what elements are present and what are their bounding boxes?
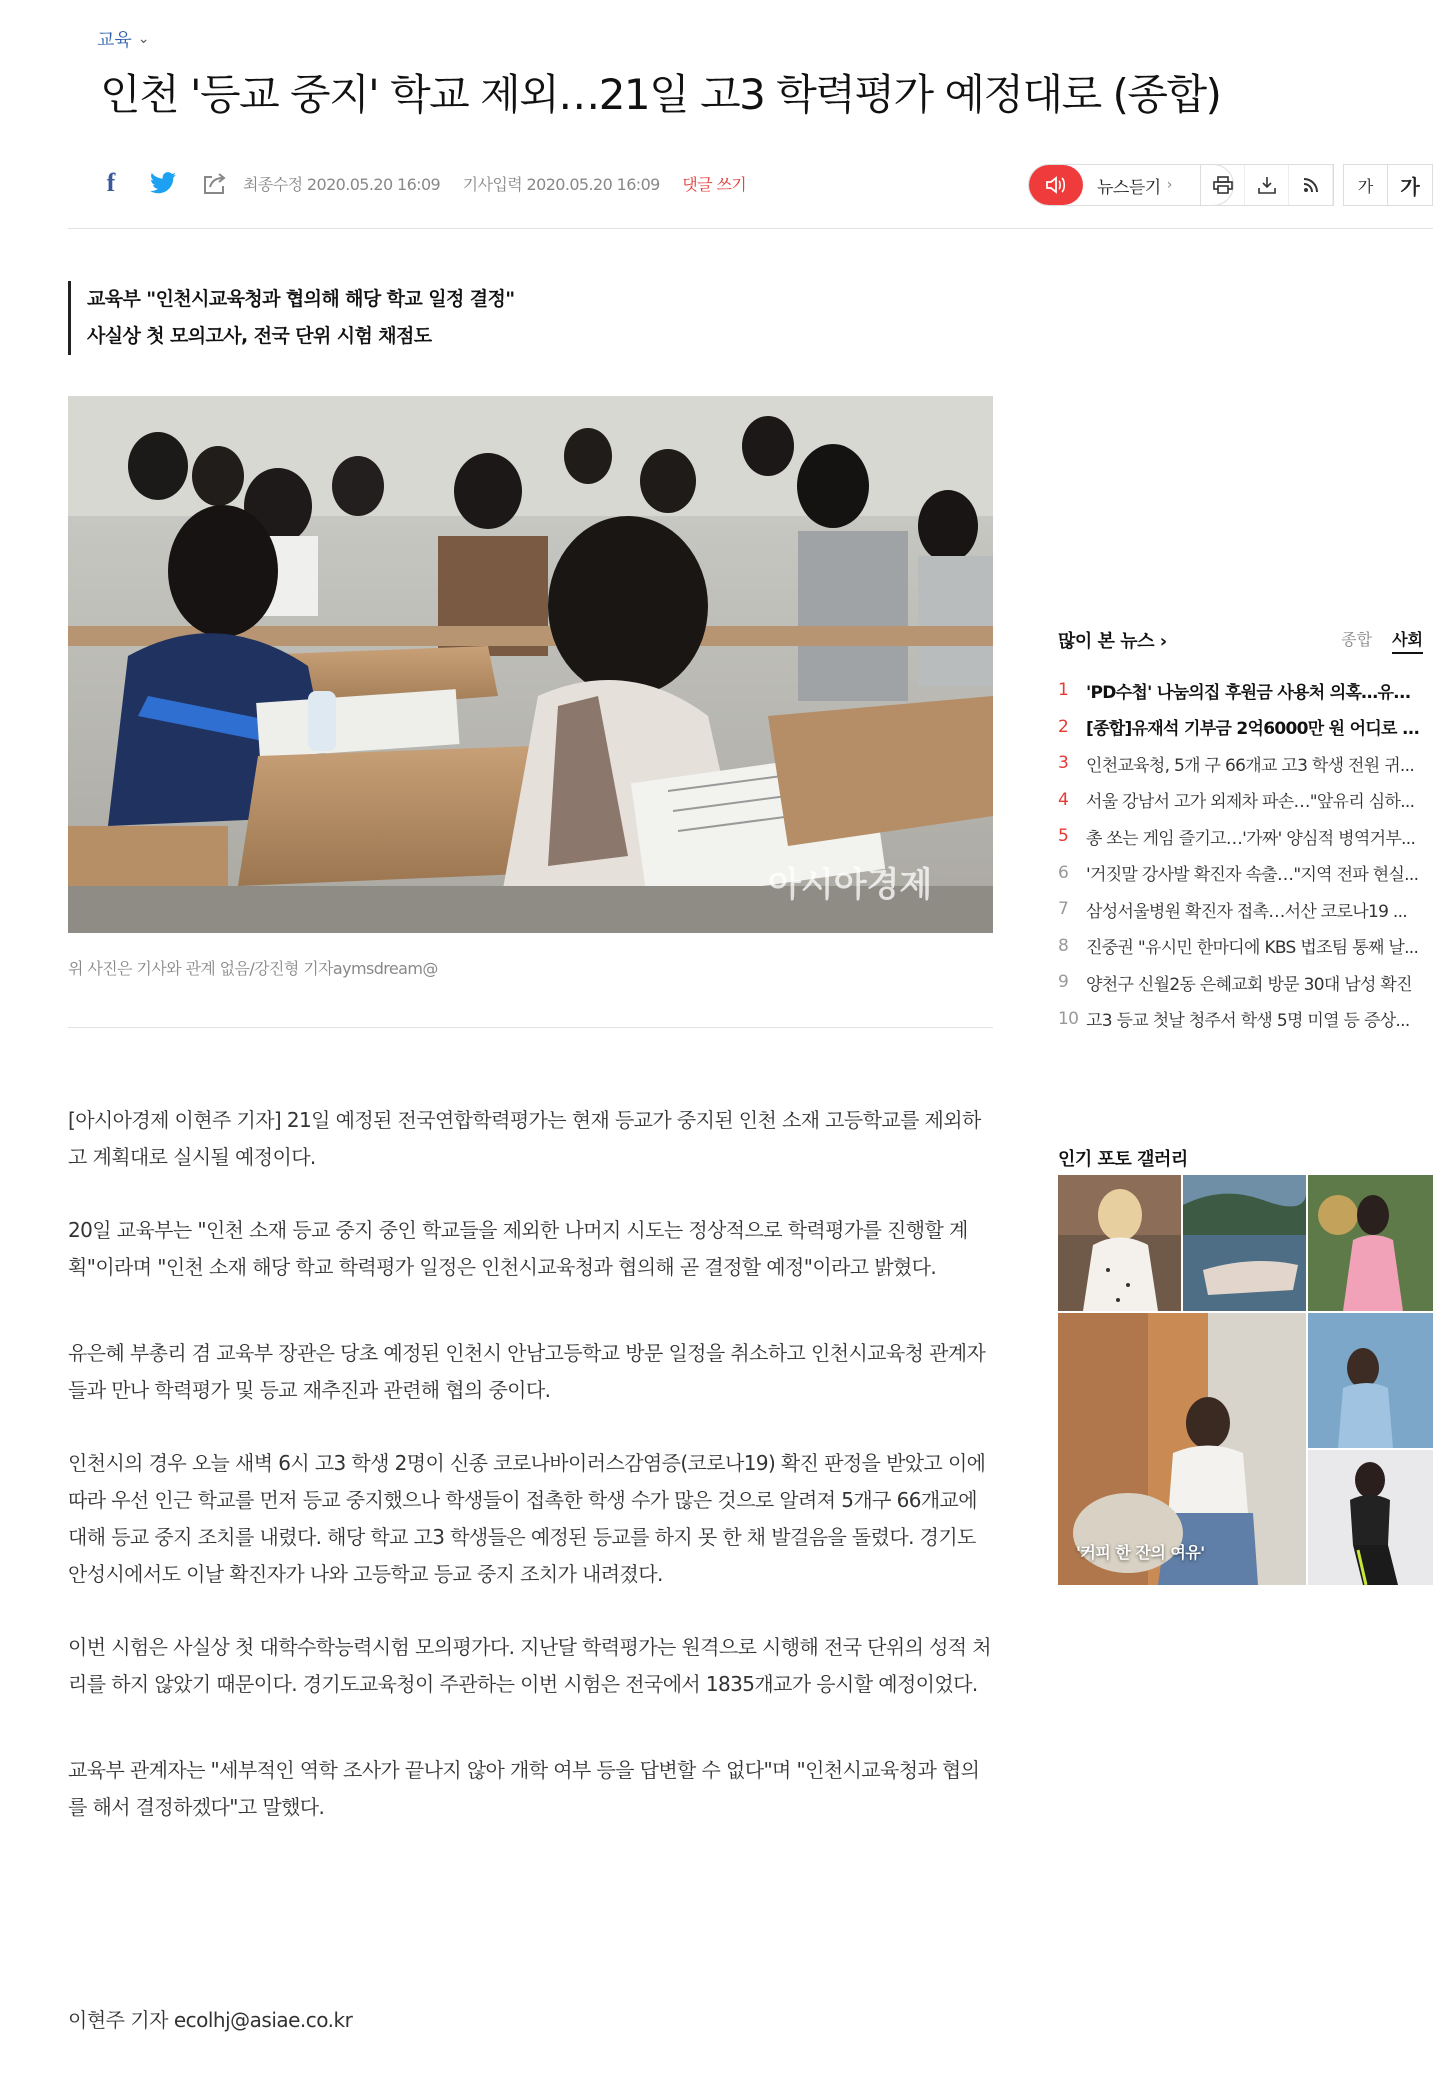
list-item[interactable] [1058, 672, 1433, 709]
article-body [68, 1102, 993, 1826]
article-paragraph: 이번 시험은 사실상 첫 대학수학능력시험 모의평가다. 지난달 학력평가는 원격으로 시행해 전국 단위의 성적 처리를 하지 않았기 때문이다. 경기도교육청이 주관하는 이번 시험은 전국에서 1835개교가 응시할 예정이었다. [68, 1635, 992, 1696]
headline: 인천 '등교 중지' 학교 제외…21일 고3 학력평가 예정대로 (종합) [100, 70, 1221, 119]
gallery-thumb[interactable] [1183, 1175, 1306, 1311]
article-paragraph: 20일 교육부는 "인천 소재 등교 중지 중인 학교들을 제외한 나머지 시도는 정상적으로 학력평가를 진행할 계획"이라며 "인천 소재 해당 학교 학력평가 일정은 인천시교육청과 협의해 곧 결정할 예정"이라고 밝혔다. [68, 1218, 968, 1279]
download-icon[interactable] [1245, 165, 1289, 205]
news-title: '거짓말 강사발 확진자 속출…"지역 전파 현실... [1086, 865, 1419, 886]
news-title: 진중권 "유시민 한마디에 KBS 법조팀 통째 날... [1086, 938, 1419, 959]
tab-general[interactable]: 종합 [1341, 629, 1373, 649]
gallery-thumb[interactable] [1308, 1313, 1433, 1448]
share-icon[interactable] [200, 168, 230, 198]
article-paragraph: 인천시의 경우 오늘 새벽 6시 고3 학생 2명이 신종 코로나바이러스감염증(코로나19) 확진 판정을 받았고 이에 따라 우선 인근 학교를 먼저 등교 중지했으나 학생들이 접촉한 학생 수가 많은 것으로 알려져 5개구 66개교에 대해 등교 중지 조치를 내렸다. 해당 학교 고3 학생들은 예정된 등교를 하지 못 한 채 발걸음을 돌렸다. 경기도 안성시에서도 이날 확진자가 나와 고등학교 등교 중지 조치가 내려졌다. [68, 1451, 986, 1586]
most-viewed-news [1058, 625, 1433, 1037]
most-viewed-tabs [1341, 627, 1433, 654]
article-paragraph: [아시아경제 이현주 기자] 21일 예정된 전국연합학력평가는 현재 등교가 중지된 인천 소재 고등학교를 제외하고 계획대로 실시될 예정이다. [68, 1108, 981, 1169]
article-tools [1200, 164, 1334, 206]
photo-gallery [1058, 1175, 1433, 1585]
subtitle-line: 교육부 "인천시교육청과 협의해 해당 학교 일정 결정" [87, 288, 515, 310]
gallery-thumb-large[interactable] [1058, 1313, 1306, 1585]
tab-society[interactable]: 사회 [1392, 627, 1423, 654]
divider [68, 228, 1433, 229]
most-viewed-title: 많이 본 뉴스 [1058, 631, 1154, 652]
list-item[interactable] [1058, 928, 1433, 965]
facebook-icon[interactable]: f [106, 168, 116, 197]
rank-number: 8 [1058, 935, 1069, 956]
rank-number: 7 [1058, 899, 1069, 920]
subtitle-line: 사실상 첫 모의고사, 전국 단위 시험 채점도 [87, 325, 432, 347]
divider [68, 1027, 993, 1028]
rank-number: 1 [1058, 680, 1069, 701]
rank-number: 5 [1058, 826, 1069, 847]
rank-number: 3 [1058, 753, 1069, 774]
list-item[interactable] [1058, 782, 1433, 819]
byline: 이현주 기자 ecolhj@asiae.co.kr [68, 2008, 353, 2032]
article-photo [68, 396, 993, 933]
gallery-caption: '커피 한 잔의 여유' [1076, 1543, 1205, 1562]
photo-watermark: 아시아경제 [768, 865, 933, 905]
gallery-thumb[interactable] [1058, 1175, 1181, 1311]
news-title: 양천구 신월2동 은혜교회 방문 30대 남성 확진 [1086, 974, 1412, 995]
article-subtitles [68, 281, 515, 355]
list-item[interactable] [1058, 855, 1433, 892]
news-title: 'PD수첩' 나눔의집 후원금 사용처 의혹…유... [1086, 682, 1411, 703]
chevron-right-icon: › [1166, 177, 1173, 193]
news-title: 고3 등교 첫날 청주서 학생 5명 미열 등 증상... [1086, 1011, 1410, 1032]
rank-number: 6 [1058, 862, 1069, 883]
chevron-down-icon: ⌄ [137, 31, 150, 47]
list-item[interactable] [1058, 964, 1433, 1001]
gallery-thumb[interactable] [1308, 1450, 1433, 1585]
rank-number: 10 [1058, 1008, 1079, 1029]
font-size-controls [1343, 164, 1433, 206]
photo-gallery-title: 인기 포토 갤러리 [1058, 1149, 1188, 1170]
article-paragraph: 교육부 관계자는 "세부적인 역학 조사가 끝나지 않아 개학 여부 등을 답변할 수 없다"며 "인천시교육청과 협의를 해서 결정하겠다"고 말했다. [68, 1758, 980, 1819]
updated-time: 최종수정 2020.05.20 16:09 [243, 175, 441, 194]
news-title: 서울 강남서 고가 외제차 파손…"앞유리 심하... [1086, 792, 1415, 813]
article-meta [243, 172, 764, 195]
list-item[interactable] [1058, 818, 1433, 855]
news-title: 인천교육청, 5개 구 66개교 고3 학생 전원 귀... [1086, 755, 1415, 776]
article-toolbar [68, 160, 1433, 210]
list-item[interactable] [1058, 745, 1433, 782]
speaker-icon [1029, 165, 1083, 205]
published-time: 기사입력 2020.05.20 16:09 [462, 175, 660, 194]
rank-number: 2 [1058, 716, 1069, 737]
print-icon[interactable] [1201, 165, 1245, 205]
photo-caption: 위 사진은 기사와 관계 없음/강진형 기자aymsdream@ [68, 959, 438, 978]
rank-number: 4 [1058, 789, 1069, 810]
article-paragraph: 유은혜 부총리 겸 교육부 장관은 당초 예정된 인천시 안남고등학교 방문 일정을 취소하고 인천시교육청 관계자들과 만나 학력평가 및 등교 재추진과 관련해 협의 중이다. [68, 1341, 986, 1402]
rss-icon[interactable] [1289, 165, 1333, 205]
font-size-small-button[interactable]: 가 [1344, 165, 1388, 205]
news-title: [종합]유재석 기부금 2억6000만 원 어디로 ... [1086, 719, 1420, 740]
font-size-large-button[interactable]: 가 [1400, 174, 1420, 199]
category-link[interactable] [97, 26, 150, 52]
share-buttons [96, 168, 230, 198]
list-item[interactable] [1058, 709, 1433, 746]
news-title: 총 쏘는 게임 즐기고…'가짜' 양심적 병역거부... [1086, 828, 1416, 849]
twitter-icon[interactable] [148, 168, 178, 198]
listen-news-label: 뉴스듣기 [1097, 177, 1161, 198]
most-viewed-list [1058, 672, 1433, 1037]
list-item[interactable] [1058, 891, 1433, 928]
category-label: 교육 [97, 30, 132, 51]
news-title: 삼성서울병원 확진자 접촉…서산 코로나19 ... [1086, 901, 1408, 922]
gallery-thumb[interactable] [1308, 1175, 1433, 1311]
list-item[interactable] [1058, 1001, 1433, 1038]
most-viewed-title-link[interactable]: 많이 본 뉴스 › [1058, 631, 1167, 652]
write-comment-link[interactable]: 댓글 쓰기 [682, 175, 747, 194]
rank-number: 9 [1058, 972, 1069, 993]
